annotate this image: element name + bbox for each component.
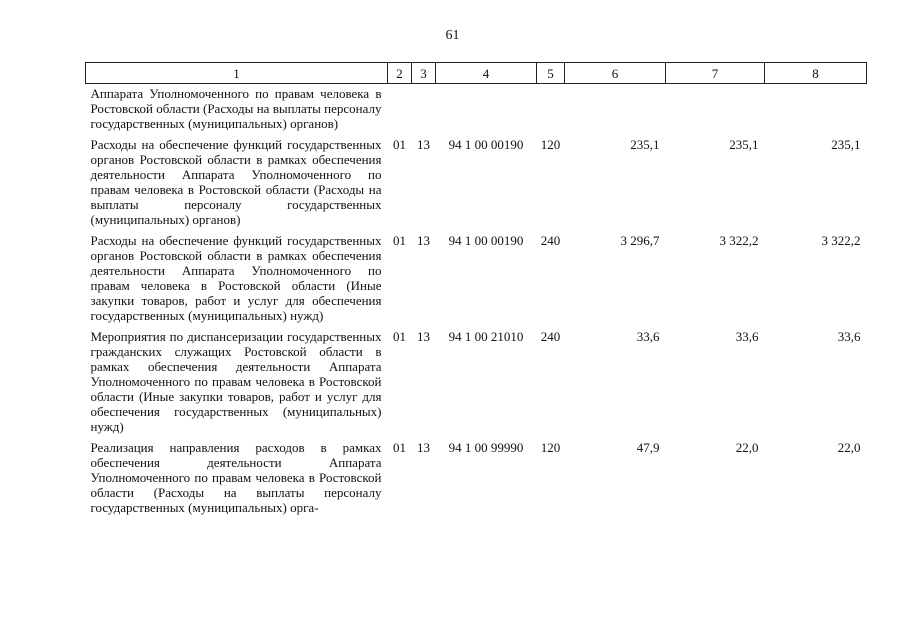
row-amount-col7: 22,0 <box>735 440 759 455</box>
table-row <box>86 438 867 519</box>
header-row <box>86 63 867 84</box>
table-row <box>86 135 867 231</box>
row-description: Мероприятия по диспансеризации государственных гражданских служащих Ростовской области в рамках обеспечения деятельности Аппарата Уполномоченного по правам человека в Ростовской области (Иные закупки товаров, работ и услуг для обеспечения государственных (муниципальных) нужд) <box>90 329 382 434</box>
header-cell-2: 2 <box>388 63 412 84</box>
row-description: Расходы на обеспечение функций государственных органов Ростовской области в рамках обеспечения деятельности Аппарата Уполномоченного по правам человека в Ростовской области (Иные закупки товаров, работ и услуг для обеспечения государственных (муниципальных) нужд) <box>90 233 382 323</box>
row-description: Расходы на обеспечение функций государственных органов Ростовской области в рамках обеспечения деятельности Аппарата Уполномоченного по правам человека в Ростовской области (Расходы на выплаты персоналу государственных (муниципальных) органов) <box>90 137 382 227</box>
header-cell-5: 5 <box>537 63 565 84</box>
row-section-code <box>388 84 412 136</box>
row-amount-col6: 33,6 <box>636 329 660 344</box>
row-section-code: 01 <box>393 233 406 248</box>
row-amount-col7: 33,6 <box>735 329 759 344</box>
table-row <box>86 327 867 438</box>
row-amount-col6: 3 296,7 <box>620 233 660 248</box>
row-subsection-code <box>412 84 436 136</box>
row-expense-type <box>537 84 565 136</box>
budget-table <box>85 62 867 519</box>
row-amount-col7: 235,1 <box>729 137 759 152</box>
header-cell-4: 4 <box>436 63 537 84</box>
row-amount-col8: 3 322,2 <box>821 233 861 248</box>
table-row <box>86 84 867 136</box>
row-subsection-code: 13 <box>417 233 430 248</box>
row-amount-col8: 33,6 <box>837 329 861 344</box>
row-subsection-code: 13 <box>417 329 430 344</box>
row-amount-col6: 47,9 <box>636 440 660 455</box>
row-expense-type: 240 <box>540 329 561 344</box>
row-target-article: 94 1 00 99990 <box>448 440 524 455</box>
row-amount-col8 <box>765 84 867 136</box>
row-amount-col7: 3 322,2 <box>719 233 759 248</box>
row-target-article: 94 1 00 00190 <box>448 137 524 152</box>
row-subsection-code: 13 <box>417 440 430 455</box>
row-section-code: 01 <box>393 440 406 455</box>
row-expense-type: 120 <box>540 137 561 152</box>
header-cell-3: 3 <box>412 63 436 84</box>
row-subsection-code: 13 <box>417 137 430 152</box>
row-target-article <box>436 84 537 136</box>
row-description: Аппарата Уполномоченного по правам человека в Ростовской области (Расходы на выплаты персоналу государственных (муниципальных) органов) <box>90 86 382 131</box>
row-target-article: 94 1 00 21010 <box>448 329 524 344</box>
row-amount-col7 <box>666 84 765 136</box>
row-amount-col6 <box>565 84 666 136</box>
row-description: Реализация направления расходов в рамках обеспечения деятельности Аппарата Уполномоченного по правам человека в Ростовской области (Расходы на выплаты персоналу государственных (муниципальных) орга- <box>90 440 382 515</box>
row-expense-type: 240 <box>540 233 561 248</box>
header-cell-1: 1 <box>86 63 388 84</box>
header-cell-6: 6 <box>565 63 666 84</box>
row-target-article: 94 1 00 00190 <box>448 233 524 248</box>
row-expense-type: 120 <box>540 440 561 455</box>
row-section-code: 01 <box>393 329 406 344</box>
header-cell-8: 8 <box>765 63 867 84</box>
row-section-code: 01 <box>393 137 406 152</box>
row-amount-col8: 22,0 <box>837 440 861 455</box>
row-amount-col6: 235,1 <box>630 137 660 152</box>
row-amount-col8: 235,1 <box>831 137 861 152</box>
table-row <box>86 231 867 327</box>
page-number: 61 <box>445 28 460 43</box>
header-cell-7: 7 <box>666 63 765 84</box>
